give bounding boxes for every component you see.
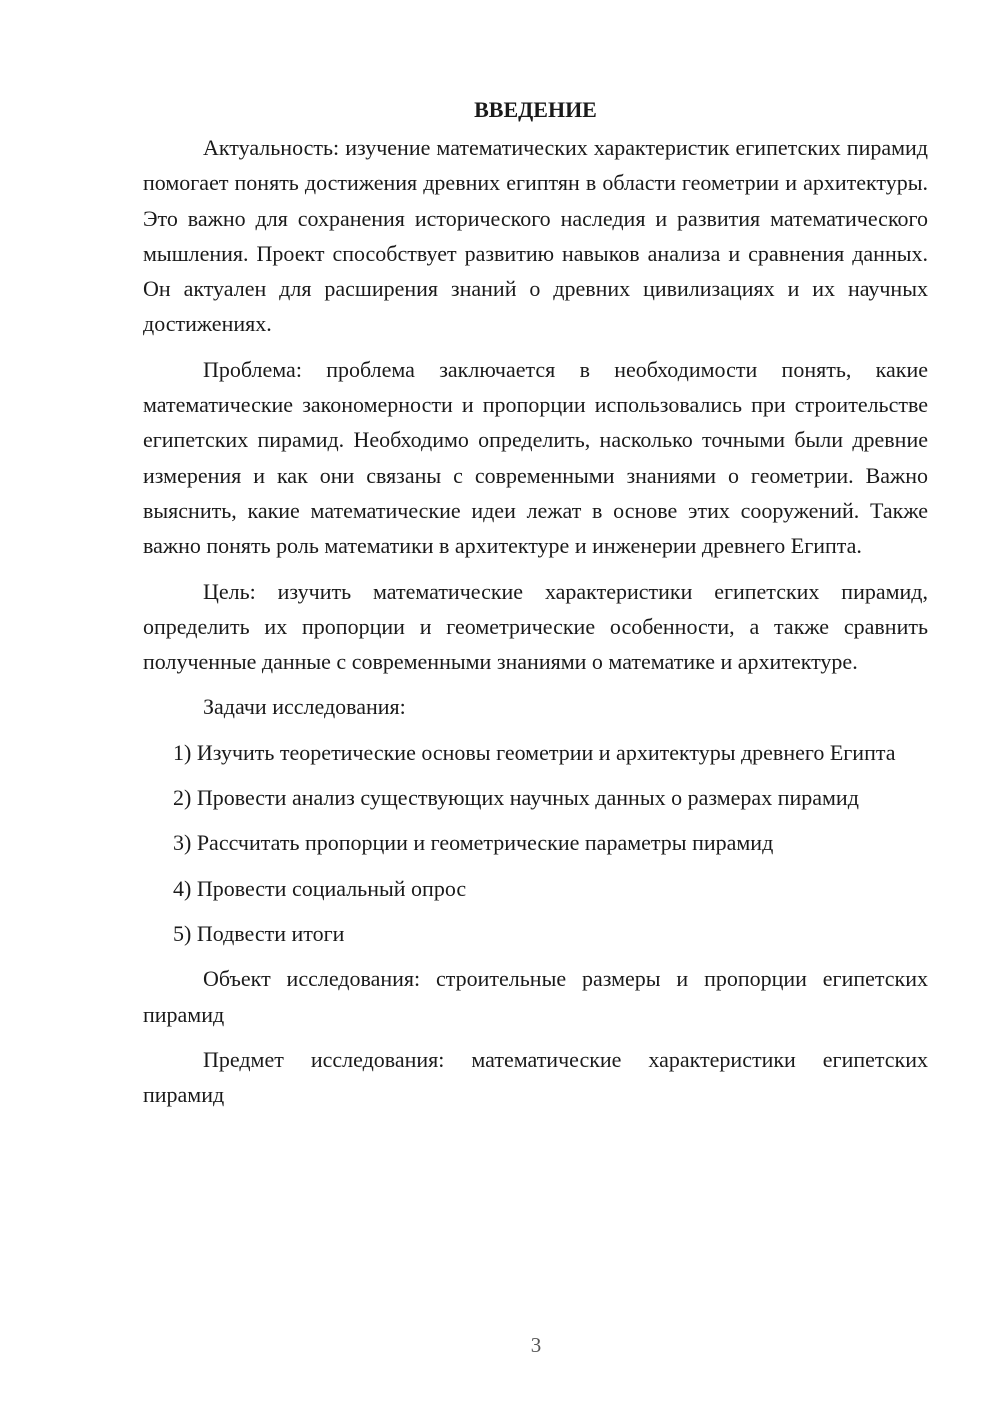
list-item: 5) Подвести итоги — [173, 920, 345, 946]
tasks-list — [143, 735, 928, 951]
list-item: 1) Изучить теоретические основы геометрии и архитектуры древнего Египта — [173, 739, 896, 765]
list-item: 3) Рассчитать пропорции и геометрические параметры пирамид — [173, 830, 774, 856]
paragraph-goal: Цель: изучить математические характеристики египетских пирамид, определить их пропорции и геометрические особенности, а также сравнить полученные данные с современными знаниями о математике и архитектуре. — [143, 578, 928, 675]
document-page — [143, 92, 928, 1122]
page-number: 3 — [530, 1333, 542, 1357]
paragraph-object: Объект исследования: строительные размеры и пропорции египетских пирамид — [143, 966, 928, 1027]
paragraph-relevance: Актуальность: изучение математических характеристик египетских пирамид помогает понять достижения древних египтян в области геометрии и архитектуры. Это важно для сохранения исторического наследия и развития математического мышления. Проект способствует развитию навыков анализа и сравнения данных. Он актуален для расширения знаний о древних цивилизациях и их научных достижениях. — [143, 135, 928, 337]
list-item: 4) Провести социальный опрос — [173, 875, 467, 901]
section-title: ВВЕДЕНИЕ — [474, 97, 597, 122]
paragraph-problem: Проблема: проблема заключается в необходимости понять, какие математические закономерности и пропорции использовались при строительстве египетских пирамид. Необходимо определить, насколько точными были древние измерения и как они связаны с современными знаниями о геометрии. Важно выяснить, какие математические идеи лежат в основе этих сооружений. Также важно понять роль математики в архитектуре и инженерии древнего Египта. — [143, 356, 928, 559]
tasks-heading: Задачи исследования: — [203, 694, 406, 720]
paragraph-subject: Предмет исследования: математические характеристики египетских пирамид — [143, 1046, 928, 1108]
list-item: 2) Провести анализ существующих научных данных о размерах пирамид — [173, 785, 859, 811]
